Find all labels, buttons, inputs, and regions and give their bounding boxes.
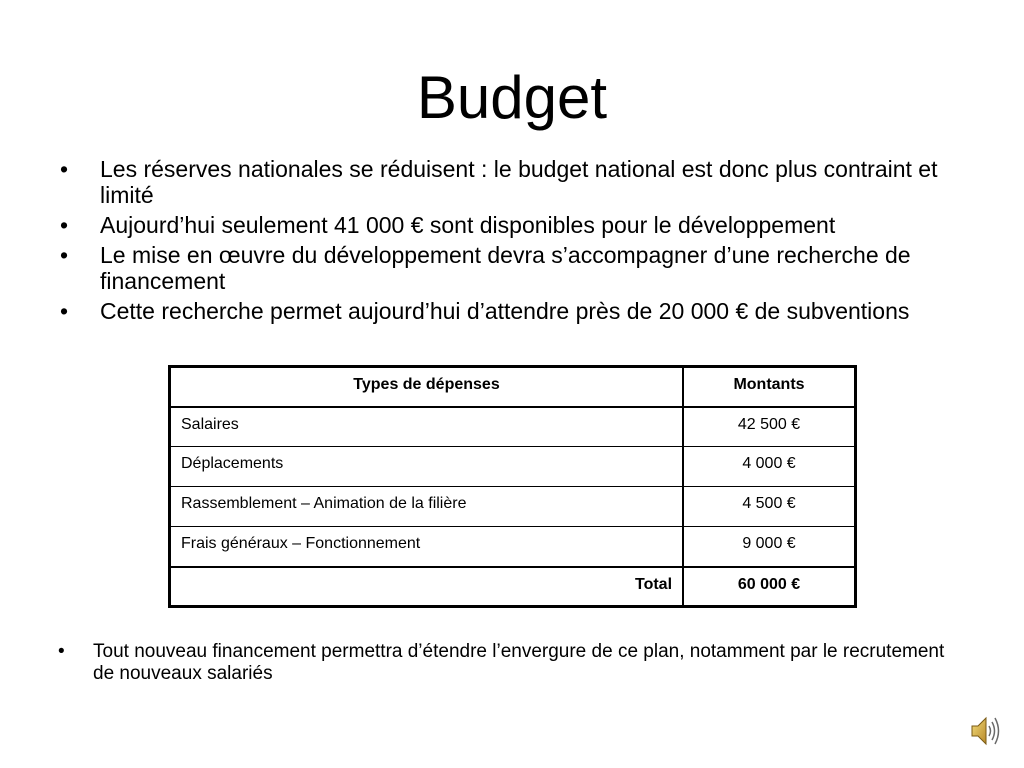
bullet-symbol: • bbox=[60, 212, 69, 238]
table-row bbox=[170, 527, 856, 567]
footer-note bbox=[56, 641, 956, 685]
budget-table bbox=[168, 365, 857, 608]
bullet-symbol: • bbox=[58, 641, 65, 662]
amount-cell: 42 500 € bbox=[683, 407, 855, 447]
bullet-text: Cette recherche permet aujourd’hui d’attendre près de 20 000 € de subventions bbox=[100, 298, 910, 324]
bullet-list bbox=[54, 156, 954, 328]
bullet-symbol: • bbox=[60, 242, 69, 268]
bullet-item bbox=[54, 212, 954, 238]
amount-cell: 4 500 € bbox=[683, 487, 855, 527]
expense-type-cell: Frais généraux – Fonctionnement bbox=[170, 527, 684, 567]
expense-type-cell: Rassemblement – Animation de la filière bbox=[170, 487, 684, 527]
bullet-item bbox=[54, 298, 954, 324]
total-value: 60 000 € bbox=[683, 567, 855, 607]
header-amount: Montants bbox=[683, 367, 855, 407]
expense-type-cell: Salaires bbox=[170, 407, 684, 447]
header-expense-type: Types de dépenses bbox=[170, 367, 684, 407]
table-row bbox=[170, 487, 856, 527]
amount-cell: 9 000 € bbox=[683, 527, 855, 567]
speaker-icon[interactable] bbox=[970, 712, 1000, 750]
amount-cell: 4 000 € bbox=[683, 447, 855, 487]
total-label: Total bbox=[170, 567, 684, 607]
table-total-row bbox=[170, 567, 856, 607]
footer-bullet-item bbox=[56, 641, 956, 685]
footer-note-text: Tout nouveau financement permettra d’étendre l’envergure de ce plan, notamment par le recrutement de nouveaux salariés bbox=[93, 641, 945, 684]
bullet-symbol: • bbox=[60, 298, 69, 324]
bullet-text: Les réserves nationales se réduisent : le budget national est donc plus contraint et limité bbox=[100, 156, 938, 208]
bullet-text: Le mise en œuvre du développement devra s’accompagner d’une recherche de financement bbox=[100, 242, 911, 294]
table-row bbox=[170, 407, 856, 447]
table-header-row bbox=[170, 367, 856, 407]
table-row bbox=[170, 447, 856, 487]
slide-title: Budget bbox=[416, 64, 608, 131]
bullet-text: Aujourd’hui seulement 41 000 € sont disponibles pour le développement bbox=[100, 212, 836, 238]
bullet-item bbox=[54, 156, 954, 208]
bullet-symbol: • bbox=[60, 156, 69, 182]
bullet-item bbox=[54, 242, 954, 294]
expense-type-cell: Déplacements bbox=[170, 447, 684, 487]
